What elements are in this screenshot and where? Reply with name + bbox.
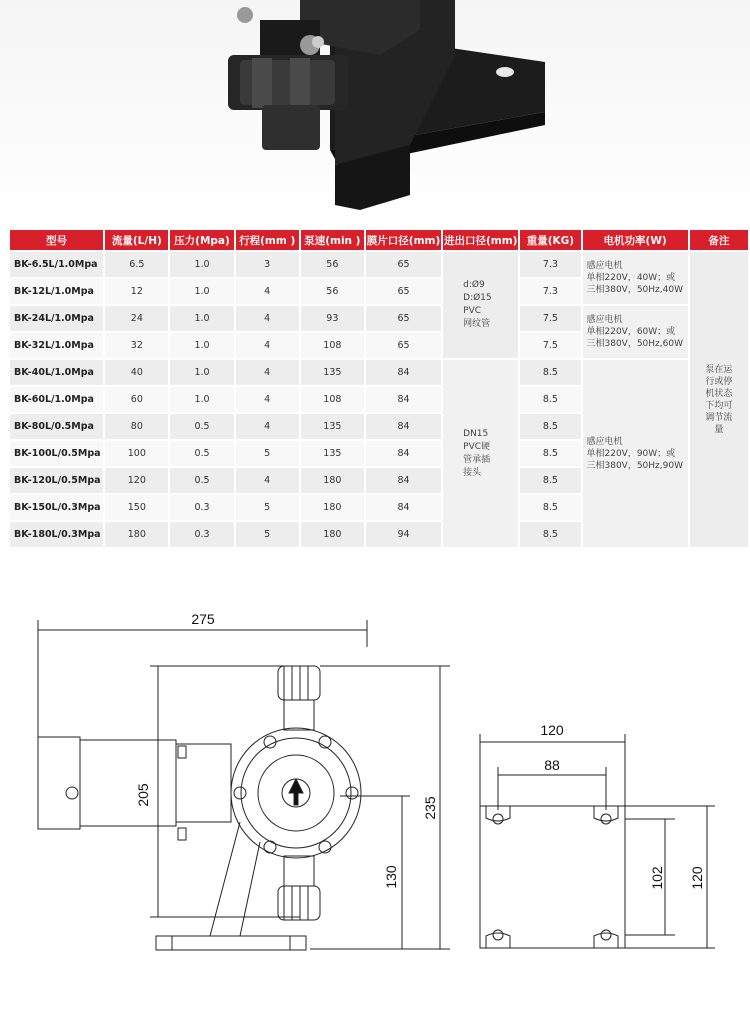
cell-stroke: 5 [236, 495, 299, 520]
dimension-drawing [0, 562, 750, 1016]
cell-flow: 12 [105, 279, 168, 304]
cell-diaphragm: 84 [366, 387, 441, 412]
cell-speed: 180 [301, 468, 364, 493]
cell-diaphragm: 84 [366, 360, 441, 385]
cell-power-group-3: 感应电机 单相220V，90W；或 三相380V，50Hz,90W [583, 360, 688, 547]
cell-flow: 150 [105, 495, 168, 520]
cell-stroke: 4 [236, 387, 299, 412]
cell-weight: 8.5 [520, 441, 580, 466]
cell-inlet-group-1: d:Ø9 D:Ø15 PVC 网纹管 [443, 252, 518, 358]
cell-pressure: 1.0 [170, 333, 233, 358]
header-stroke: 行程(mm ) [236, 230, 299, 250]
cell-stroke: 3 [236, 252, 299, 277]
cell-weight: 8.5 [520, 414, 580, 439]
cell-weight: 8.5 [520, 468, 580, 493]
cell-weight: 7.5 [520, 333, 580, 358]
cell-model: BK-24L/1.0Mpa [10, 306, 103, 331]
cell-remark: 泵在运 行或停 机状态 下均可 调节流 量 [690, 252, 748, 547]
cell-inlet-group-2: DN15 PVC硬 管承插 接头 [443, 360, 518, 547]
cell-flow: 60 [105, 387, 168, 412]
header-diaphragm: 膜片口径(mm) [366, 230, 441, 250]
dim-height-lower: 130 [383, 865, 399, 889]
cell-diaphragm: 94 [366, 522, 441, 547]
cell-flow: 80 [105, 414, 168, 439]
cell-pressure: 1.0 [170, 360, 233, 385]
cell-diaphragm: 65 [366, 279, 441, 304]
cell-pressure: 1.0 [170, 279, 233, 304]
table-header-row [10, 230, 748, 250]
dim-height-left: 205 [135, 783, 151, 807]
product-photo [0, 0, 750, 228]
cell-flow: 40 [105, 360, 168, 385]
header-flow: 流量(L/H) [105, 230, 168, 250]
cell-stroke: 4 [236, 279, 299, 304]
cell-diaphragm: 65 [366, 306, 441, 331]
cell-model: BK-12L/1.0Mpa [10, 279, 103, 304]
cell-weight: 8.5 [520, 522, 580, 547]
cell-weight: 7.3 [520, 252, 580, 277]
cell-weight: 8.5 [520, 495, 580, 520]
cell-pressure: 0.3 [170, 495, 233, 520]
cell-flow: 24 [105, 306, 168, 331]
cell-flow: 120 [105, 468, 168, 493]
cell-speed: 56 [301, 252, 364, 277]
header-pressure: 压力(Mpa) [170, 230, 233, 250]
dimension-drawing-svg [0, 562, 750, 1016]
cell-pressure: 1.0 [170, 252, 233, 277]
cell-diaphragm: 84 [366, 468, 441, 493]
cell-pressure: 0.5 [170, 414, 233, 439]
dim-hole-spacing: 88 [544, 757, 560, 773]
cell-speed: 135 [301, 441, 364, 466]
cell-flow: 32 [105, 333, 168, 358]
cell-stroke: 4 [236, 306, 299, 331]
cell-diaphragm: 65 [366, 252, 441, 277]
dim-height-total: 235 [422, 796, 438, 820]
dim-base-width: 120 [540, 722, 564, 738]
cell-flow: 100 [105, 441, 168, 466]
header-weight: 重量(KG) [520, 230, 580, 250]
cell-speed: 135 [301, 414, 364, 439]
cell-weight: 8.5 [520, 387, 580, 412]
dim-base-height: 120 [689, 866, 705, 890]
cell-pressure: 1.0 [170, 387, 233, 412]
cell-stroke: 4 [236, 360, 299, 385]
header-power: 电机功率(W) [583, 230, 688, 250]
cell-stroke: 4 [236, 333, 299, 358]
table-row [10, 252, 748, 277]
table-row [10, 360, 748, 385]
cell-speed: 180 [301, 495, 364, 520]
cell-speed: 108 [301, 387, 364, 412]
cell-flow: 180 [105, 522, 168, 547]
cell-pressure: 0.3 [170, 522, 233, 547]
cell-power-group-1: 感应电机 单相220V，40W；或 三相380V，50Hz,40W [583, 252, 688, 304]
cell-weight: 7.5 [520, 306, 580, 331]
header-speed: 泵速(min ) [301, 230, 364, 250]
spec-table-container [8, 228, 750, 562]
cell-pressure: 1.0 [170, 306, 233, 331]
cell-stroke: 5 [236, 441, 299, 466]
cell-diaphragm: 84 [366, 414, 441, 439]
cell-stroke: 5 [236, 522, 299, 547]
cell-speed: 180 [301, 522, 364, 547]
cell-diaphragm: 84 [366, 495, 441, 520]
pump-photo-illustration [0, 0, 750, 228]
cell-power-group-2: 感应电机 单相220V，60W；或 三相380V，50Hz,60W [583, 306, 688, 358]
cell-diaphragm: 84 [366, 441, 441, 466]
cell-flow: 6.5 [105, 252, 168, 277]
cell-diaphragm: 65 [366, 333, 441, 358]
header-model: 型号 [10, 230, 103, 250]
cell-speed: 56 [301, 279, 364, 304]
cell-stroke: 4 [236, 414, 299, 439]
dim-hole-vertical: 102 [649, 866, 665, 890]
cell-model: BK-120L/0.5Mpa [10, 468, 103, 493]
header-inlet: 进出口径(mm) [443, 230, 518, 250]
cell-model: BK-60L/1.0Mpa [10, 387, 103, 412]
cell-model: BK-180L/0.3Mpa [10, 522, 103, 547]
cell-speed: 135 [301, 360, 364, 385]
cell-model: BK-6.5L/1.0Mpa [10, 252, 103, 277]
dim-width-total: 275 [191, 611, 215, 627]
spec-table [8, 228, 750, 549]
cell-model: BK-150L/0.3Mpa [10, 495, 103, 520]
cell-speed: 93 [301, 306, 364, 331]
cell-weight: 7.3 [520, 279, 580, 304]
cell-stroke: 4 [236, 468, 299, 493]
cell-pressure: 0.5 [170, 441, 233, 466]
header-remark: 备注 [690, 230, 748, 250]
cell-speed: 108 [301, 333, 364, 358]
cell-model: BK-100L/0.5Mpa [10, 441, 103, 466]
table-row [10, 306, 748, 331]
cell-model: BK-40L/1.0Mpa [10, 360, 103, 385]
cell-model: BK-32L/1.0Mpa [10, 333, 103, 358]
cell-weight: 8.5 [520, 360, 580, 385]
cell-model: BK-80L/0.5Mpa [10, 414, 103, 439]
cell-pressure: 0.5 [170, 468, 233, 493]
